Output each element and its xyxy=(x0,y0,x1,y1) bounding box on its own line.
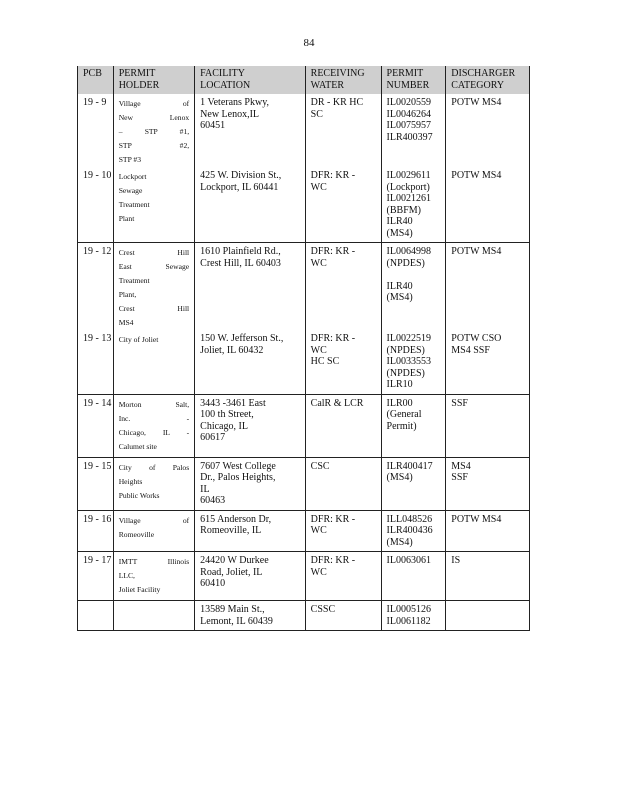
pcb-cell xyxy=(78,601,114,631)
permit-holder-cell xyxy=(113,394,194,457)
facility-location-line: 1610 Plainfield Rd., xyxy=(200,246,281,257)
table-row xyxy=(78,168,530,243)
permit-number-line: (BBFM) xyxy=(386,204,421,216)
receiving-water-line: WC xyxy=(310,525,327,536)
permit-holder-cell xyxy=(113,243,194,332)
permit-holder-line: STP #3 xyxy=(118,155,141,164)
facility-location-line: IL xyxy=(200,483,210,495)
facility-location-line: 425 W. Division St., xyxy=(200,170,282,181)
permit-holder-cell xyxy=(113,94,194,168)
permit-number-line: IL0021261 xyxy=(386,193,431,204)
permit-number-line: IL0029611 xyxy=(386,170,431,181)
receiving-water-line: WC xyxy=(310,181,327,193)
permit-number-line: (General xyxy=(386,409,422,420)
permit-number-line: (Lockport) xyxy=(386,181,430,193)
permit-holder-line: City of Palos xyxy=(118,462,190,472)
facility-location-line: 615 Anderson Dr, xyxy=(200,513,272,525)
permit-holder-line: Heights xyxy=(118,476,143,486)
permit-number-line: Permit) xyxy=(386,420,417,432)
discharger-category-line: POTW MS4 xyxy=(451,170,502,181)
table-body xyxy=(78,94,530,631)
discharger-category-line: POTW CSO xyxy=(451,333,502,344)
permit-number-line: ILR400397 xyxy=(386,131,433,143)
receiving-water-line: DFR: KR - xyxy=(310,555,356,566)
permit-holder-line: Lockport xyxy=(118,172,147,181)
permit-holder-line: Plant xyxy=(118,214,135,223)
permit-number-cell xyxy=(381,394,446,457)
permit-holder-line: Calumet site xyxy=(118,441,157,451)
facility-location-cell xyxy=(195,601,305,631)
receiving-water-line: CSSC xyxy=(310,604,336,615)
discharger-category-line: MS4 SSF xyxy=(451,344,490,356)
table-row xyxy=(78,457,530,510)
header-permit-number: PERMIT NUMBER xyxy=(381,66,446,94)
table-row xyxy=(78,601,530,631)
table-row xyxy=(78,331,530,394)
pcb-cell xyxy=(78,94,114,168)
permit-holder-cell xyxy=(113,510,194,552)
permit-number-cell xyxy=(381,601,446,631)
permit-number-line: IL0020559 xyxy=(386,97,431,108)
permit-number-cell xyxy=(381,457,446,510)
permit-number-line: ILL048526 xyxy=(386,513,433,525)
permit-number-line xyxy=(387,269,441,281)
discharger-category-cell xyxy=(446,243,530,332)
receiving-water-line: WC xyxy=(310,344,327,356)
permit-holder-line: New Lenox xyxy=(118,113,190,122)
receiving-water-cell xyxy=(305,94,381,168)
table-row xyxy=(78,243,530,332)
discharger-category-line: SSF xyxy=(451,397,468,409)
pcb-cell xyxy=(78,510,114,552)
facility-location-cell xyxy=(195,243,305,332)
table-row xyxy=(78,394,530,457)
pcb-number: 19 - 17 xyxy=(83,555,112,566)
pcb-number: 19 - 16 xyxy=(83,513,112,525)
pcb-cell xyxy=(78,168,114,243)
facility-location-line: 3443 -3461 East xyxy=(200,397,266,409)
receiving-water-cell xyxy=(305,457,381,510)
pcb-cell xyxy=(78,552,114,601)
permit-holder-line: Inc. - xyxy=(118,413,190,423)
facility-location-cell xyxy=(195,394,305,457)
facility-location-line: 60617 xyxy=(200,432,226,443)
permit-holder-line: Plant, xyxy=(118,290,137,299)
pcb-number: 19 - 12 xyxy=(83,246,112,257)
facility-location-cell xyxy=(195,510,305,552)
permit-holder-line: Crest Hill xyxy=(118,304,190,313)
discharger-category-line: POTW MS4 xyxy=(451,246,502,257)
permit-holder-line: City of Joliet xyxy=(118,335,159,344)
permit-number-line: (NPDES) xyxy=(386,257,425,269)
permit-holder-line: LLC, xyxy=(118,571,135,580)
receiving-water-cell xyxy=(305,168,381,243)
receiving-water-line: CSC xyxy=(310,460,330,472)
permit-number-line: (MS4) xyxy=(386,472,413,483)
facility-location-line: 7607 West College xyxy=(200,460,276,472)
receiving-water-line: CalR & LCR xyxy=(310,397,364,409)
discharger-category-cell xyxy=(446,552,530,601)
permit-number-line: IL0046264 xyxy=(386,108,431,120)
permit-holder-cell xyxy=(113,331,194,394)
facility-location-line: Dr., Palos Heights, xyxy=(200,472,276,483)
header-facility-location: FACILITY LOCATION xyxy=(195,66,305,94)
permit-holder-line: Joliet Facility xyxy=(118,585,161,594)
facility-location-line: Lemont, IL 60439 xyxy=(200,615,273,627)
permit-number-line: (NPDES) xyxy=(386,367,425,379)
receiving-water-cell xyxy=(305,552,381,601)
permit-holder-line: Romeoville xyxy=(118,529,155,539)
receiving-water-line: HC SC xyxy=(310,356,340,367)
permit-number-line: IL0063061 xyxy=(386,555,431,566)
permit-table xyxy=(77,66,530,631)
facility-location-line: Romeoville, IL xyxy=(200,525,262,536)
table-header-row xyxy=(78,66,530,94)
discharger-category-cell xyxy=(446,457,530,510)
facility-location-line: 60451 xyxy=(200,120,226,131)
facility-location-cell xyxy=(195,94,305,168)
permit-number-line: ILR40 xyxy=(386,280,413,292)
permit-holder-line: Sewage xyxy=(118,186,143,195)
permit-holder-line: Treatment xyxy=(118,276,150,285)
discharger-category-line: MS4 xyxy=(451,460,471,472)
receiving-water-line: SC xyxy=(310,108,323,120)
permit-holder-line: Public Works xyxy=(118,490,160,500)
discharger-category-line: POTW MS4 xyxy=(451,97,502,108)
table-row xyxy=(78,94,530,168)
permit-holder-cell xyxy=(113,601,194,631)
permit-holder-line: Village of xyxy=(118,515,190,525)
permit-number-line: IL0033553 xyxy=(386,356,431,367)
permit-holder-line: MS4 xyxy=(118,318,134,327)
table-row xyxy=(78,510,530,552)
discharger-category-cell xyxy=(446,168,530,243)
permit-number-line: IL0064998 xyxy=(386,246,431,257)
facility-location-line: 1 Veterans Pkwy, xyxy=(200,97,270,108)
permit-number-cell xyxy=(381,94,446,168)
permit-holder-line: – STP #1, xyxy=(118,127,190,136)
permit-number-line: ILR40 xyxy=(386,216,413,227)
permit-holder-cell xyxy=(113,168,194,243)
discharger-category-cell xyxy=(446,394,530,457)
page-number: 84 xyxy=(303,37,315,49)
pcb-cell xyxy=(78,243,114,332)
permit-number-cell xyxy=(381,510,446,552)
permit-holder-line: Village of xyxy=(118,99,190,108)
facility-location-cell xyxy=(195,457,305,510)
permit-holder-cell xyxy=(113,552,194,601)
discharger-category-line: POTW MS4 xyxy=(451,513,502,525)
permit-number-line: (NPDES) xyxy=(386,344,425,356)
header-permit-holder: PERMIT HOLDER xyxy=(113,66,194,94)
facility-location-line: Lockport, IL 60441 xyxy=(200,181,279,193)
permit-number-cell xyxy=(381,331,446,394)
header-receiving-water: RECEIVING WATER xyxy=(305,66,381,94)
permit-holder-line: Treatment xyxy=(118,200,150,209)
permit-number-line: ILR400417 xyxy=(386,460,433,472)
permit-holder-line: STP #2, xyxy=(118,141,190,150)
discharger-category-cell xyxy=(446,510,530,552)
discharger-category-line: IS xyxy=(451,555,461,566)
permit-number-line: IL0075957 xyxy=(386,120,431,131)
discharger-category-cell xyxy=(446,601,530,631)
header-pcb: PCB xyxy=(78,66,114,94)
facility-location-line: 24420 W Durkee xyxy=(200,555,269,566)
header-discharger-category: DISCHARGER CATEGORY xyxy=(446,66,530,94)
pcb-number: 19 - 14 xyxy=(83,397,112,409)
permit-holder-cell xyxy=(113,457,194,510)
permit-number-cell xyxy=(381,243,446,332)
receiving-water-line: WC xyxy=(310,257,327,269)
receiving-water-cell xyxy=(305,331,381,394)
facility-location-line: Joliet, IL 60432 xyxy=(200,344,264,356)
permit-number-line: IL0061182 xyxy=(386,615,431,627)
facility-location-line: 150 W. Jefferson St., xyxy=(200,333,284,344)
receiving-water-line: WC xyxy=(310,566,327,578)
permit-number-line: IL0022519 xyxy=(386,333,431,344)
pcb-number: 19 - 15 xyxy=(83,460,112,472)
pcb-cell xyxy=(78,394,114,457)
receiving-water-line: DFR: KR - xyxy=(310,333,356,344)
permit-number-line: IL0005126 xyxy=(386,604,431,615)
facility-location-line: Chicago, IL xyxy=(200,420,248,432)
permit-holder-line: Crest Hill xyxy=(118,248,190,257)
receiving-water-cell xyxy=(305,243,381,332)
permit-number-line: ILR10 xyxy=(386,379,413,390)
permit-number-line: (MS4) xyxy=(386,536,413,548)
pcb-cell xyxy=(78,331,114,394)
permit-number-line: (MS4) xyxy=(386,227,413,239)
receiving-water-line: DFR: KR - xyxy=(310,170,356,181)
discharger-category-cell xyxy=(446,94,530,168)
permit-number-cell xyxy=(381,168,446,243)
permit-holder-line: East Sewage xyxy=(118,262,190,271)
facility-location-line: 100 th Street, xyxy=(200,409,254,420)
facility-location-line: Road, Joliet, IL xyxy=(200,566,263,578)
receiving-water-cell xyxy=(305,510,381,552)
facility-location-line: 60463 xyxy=(200,495,226,506)
permit-number-cell xyxy=(381,552,446,601)
facility-location-cell xyxy=(195,331,305,394)
facility-location-line: 60410 xyxy=(200,578,226,589)
receiving-water-line: DR - KR HC xyxy=(310,97,364,108)
receiving-water-cell xyxy=(305,601,381,631)
facility-location-cell xyxy=(195,552,305,601)
facility-location-cell xyxy=(195,168,305,243)
receiving-water-line: DFR: KR - xyxy=(310,246,356,257)
permit-holder-line: Chicago, IL - xyxy=(118,427,190,437)
permit-number-line: (MS4) xyxy=(386,292,413,303)
discharger-category-cell xyxy=(446,331,530,394)
permit-holder-line: IMTT Illinois xyxy=(118,557,190,566)
pcb-number: 19 - 10 xyxy=(83,170,112,181)
permit-number-line: ILR400436 xyxy=(386,525,433,536)
pcb-cell xyxy=(78,457,114,510)
permit-number-line: ILR00 xyxy=(386,397,413,409)
facility-location-line: Crest Hill, IL 60403 xyxy=(200,257,281,269)
receiving-water-cell xyxy=(305,394,381,457)
receiving-water-line: DFR: KR - xyxy=(310,513,356,525)
pcb-number: 19 - 13 xyxy=(83,333,112,344)
facility-location-line: New Lenox,IL xyxy=(200,108,260,120)
pcb-number: 19 - 9 xyxy=(83,97,107,108)
discharger-category-line: SSF xyxy=(451,472,468,483)
permit-holder-line: Morton Salt, xyxy=(118,399,190,409)
table-row xyxy=(78,552,530,601)
facility-location-line: 13589 Main St., xyxy=(200,604,265,615)
